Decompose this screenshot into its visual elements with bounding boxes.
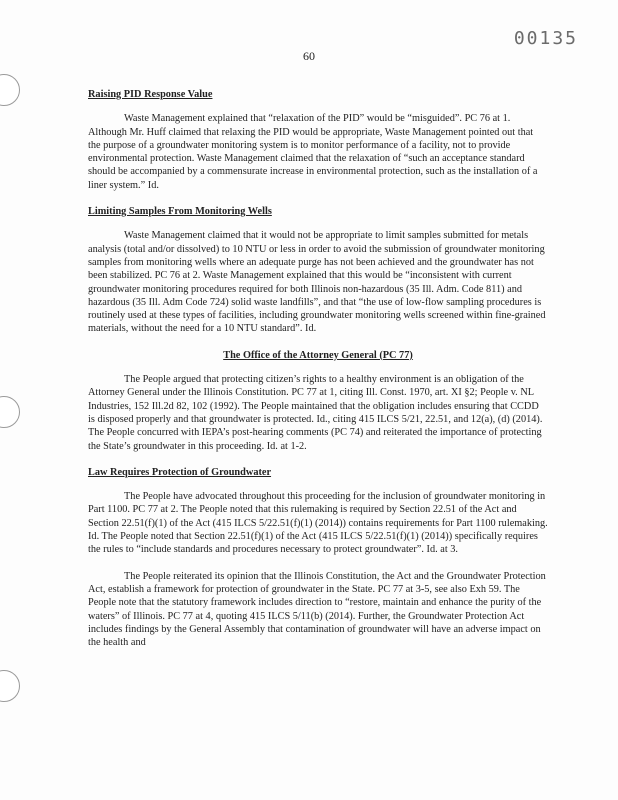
section-heading: Raising PID Response Value <box>88 89 213 100</box>
paragraph: The People have advocated throughout this proceeding for the inclusion of groundwater monitoring in Part 1100. PC 77 at 2. The People noted that this rulemaking is required by Section 22.51 of the Act and Section 22.51(f)(1) of the Act (415 ILCS 5/22.51(f)(1) (2014)) contains requirements for Part 1100 rulemaking. Id. The People noted that Section 22.51(f)(1) of the Act (415 ILCS 5/22.51(f)(1) (2014)) specifically requires the rules to “include standards and procedures necessary to protect groundwater”. Id. at 3. <box>88 491 548 556</box>
page-number: 60 <box>303 49 315 63</box>
bates-stamp: 00135 <box>513 28 578 49</box>
section-heading: The Office of the Attorney General (PC 77) <box>223 349 413 361</box>
section-heading: Limiting Samples From Monitoring Wells <box>88 206 272 218</box>
punch-hole <box>0 74 20 106</box>
paragraph: The People reiterated its opinion that the Illinois Constitution, the Act and the Groundwater Protection Act, establish a framework for protection of groundwater in the State. PC 77 at 3-5, see also Exh 59. The People note that the statutory framework includes direction to “restore, maintain and enhance the purity of the waters” of Illinois. PC 77 at 4, quoting 415 ILCS 5/11(b) (2014). Further, the Groundwater Protection Act includes findings by the General Assembly that contamination of groundwater will have an adverse impact on the health and <box>88 570 546 649</box>
paragraph: Waste Management claimed that it would not be appropriate to limit samples submitted for metals analysis (total and/or dissolved) to 10 NTU or less in order to avoid the submission of groundwater monitoring samples from monitoring wells where an adequate purge has not been achieved and the groundwater has not been stabilized. PC 76 at 2. Waste Management explained that this would be “inconsistent with current groundwater monitoring procedures required for both Illinois non-hazardous (35 Ill. Adm. Code 811) and hazardous (35 Ill. Adm Code 724) solid waste landfills”, and that “the use of low-flow sampling procedures is routinely used at these types of facilities, including groundwater monitoring wells screened within fine-grained materials, without the need for a 10 NTU standard”. Id. <box>88 230 546 335</box>
punch-hole <box>0 670 20 702</box>
paragraph: The People argued that protecting citizen’s rights to a healthy environment is an obligation of the Attorney General under the Illinois Constitution. PC 77 at 1, citing Ill. Const. 1970, art. XI §2; People v. NL Industries, 152 Ill.2d 82, 102 (1992). The People maintained that the obligation includes ensuring that CCDD is disposed properly and that groundwater is protected. Id., citing 415 ILCS 5/21, 22.51, and 12(a), (d) (2014). The People concurred with IEPA’s post-hearing comments (PC 74) and reiterated the importance of protecting the State’s groundwater in this proceeding. Id. at 1-2. <box>88 374 543 452</box>
paragraph: Waste Management explained that “relaxation of the PID” would be “misguided”. PC 76 at 1. Although Mr. Huff claimed that relaxing the PID would be appropriate, Waste Management pointed out that the purpose of a groundwater monitoring system is to monitor performance of a facility, not to provide environmental protection. Waste Management claimed that the relaxation of “such an acceptance standard should be accompanied by a commensurate increase in environmental protection, such as the installation of a liner system.” Id. <box>88 113 538 191</box>
section-heading: Law Requires Protection of Groundwater <box>88 466 272 478</box>
punch-hole <box>0 396 20 428</box>
document-body <box>88 88 548 662</box>
